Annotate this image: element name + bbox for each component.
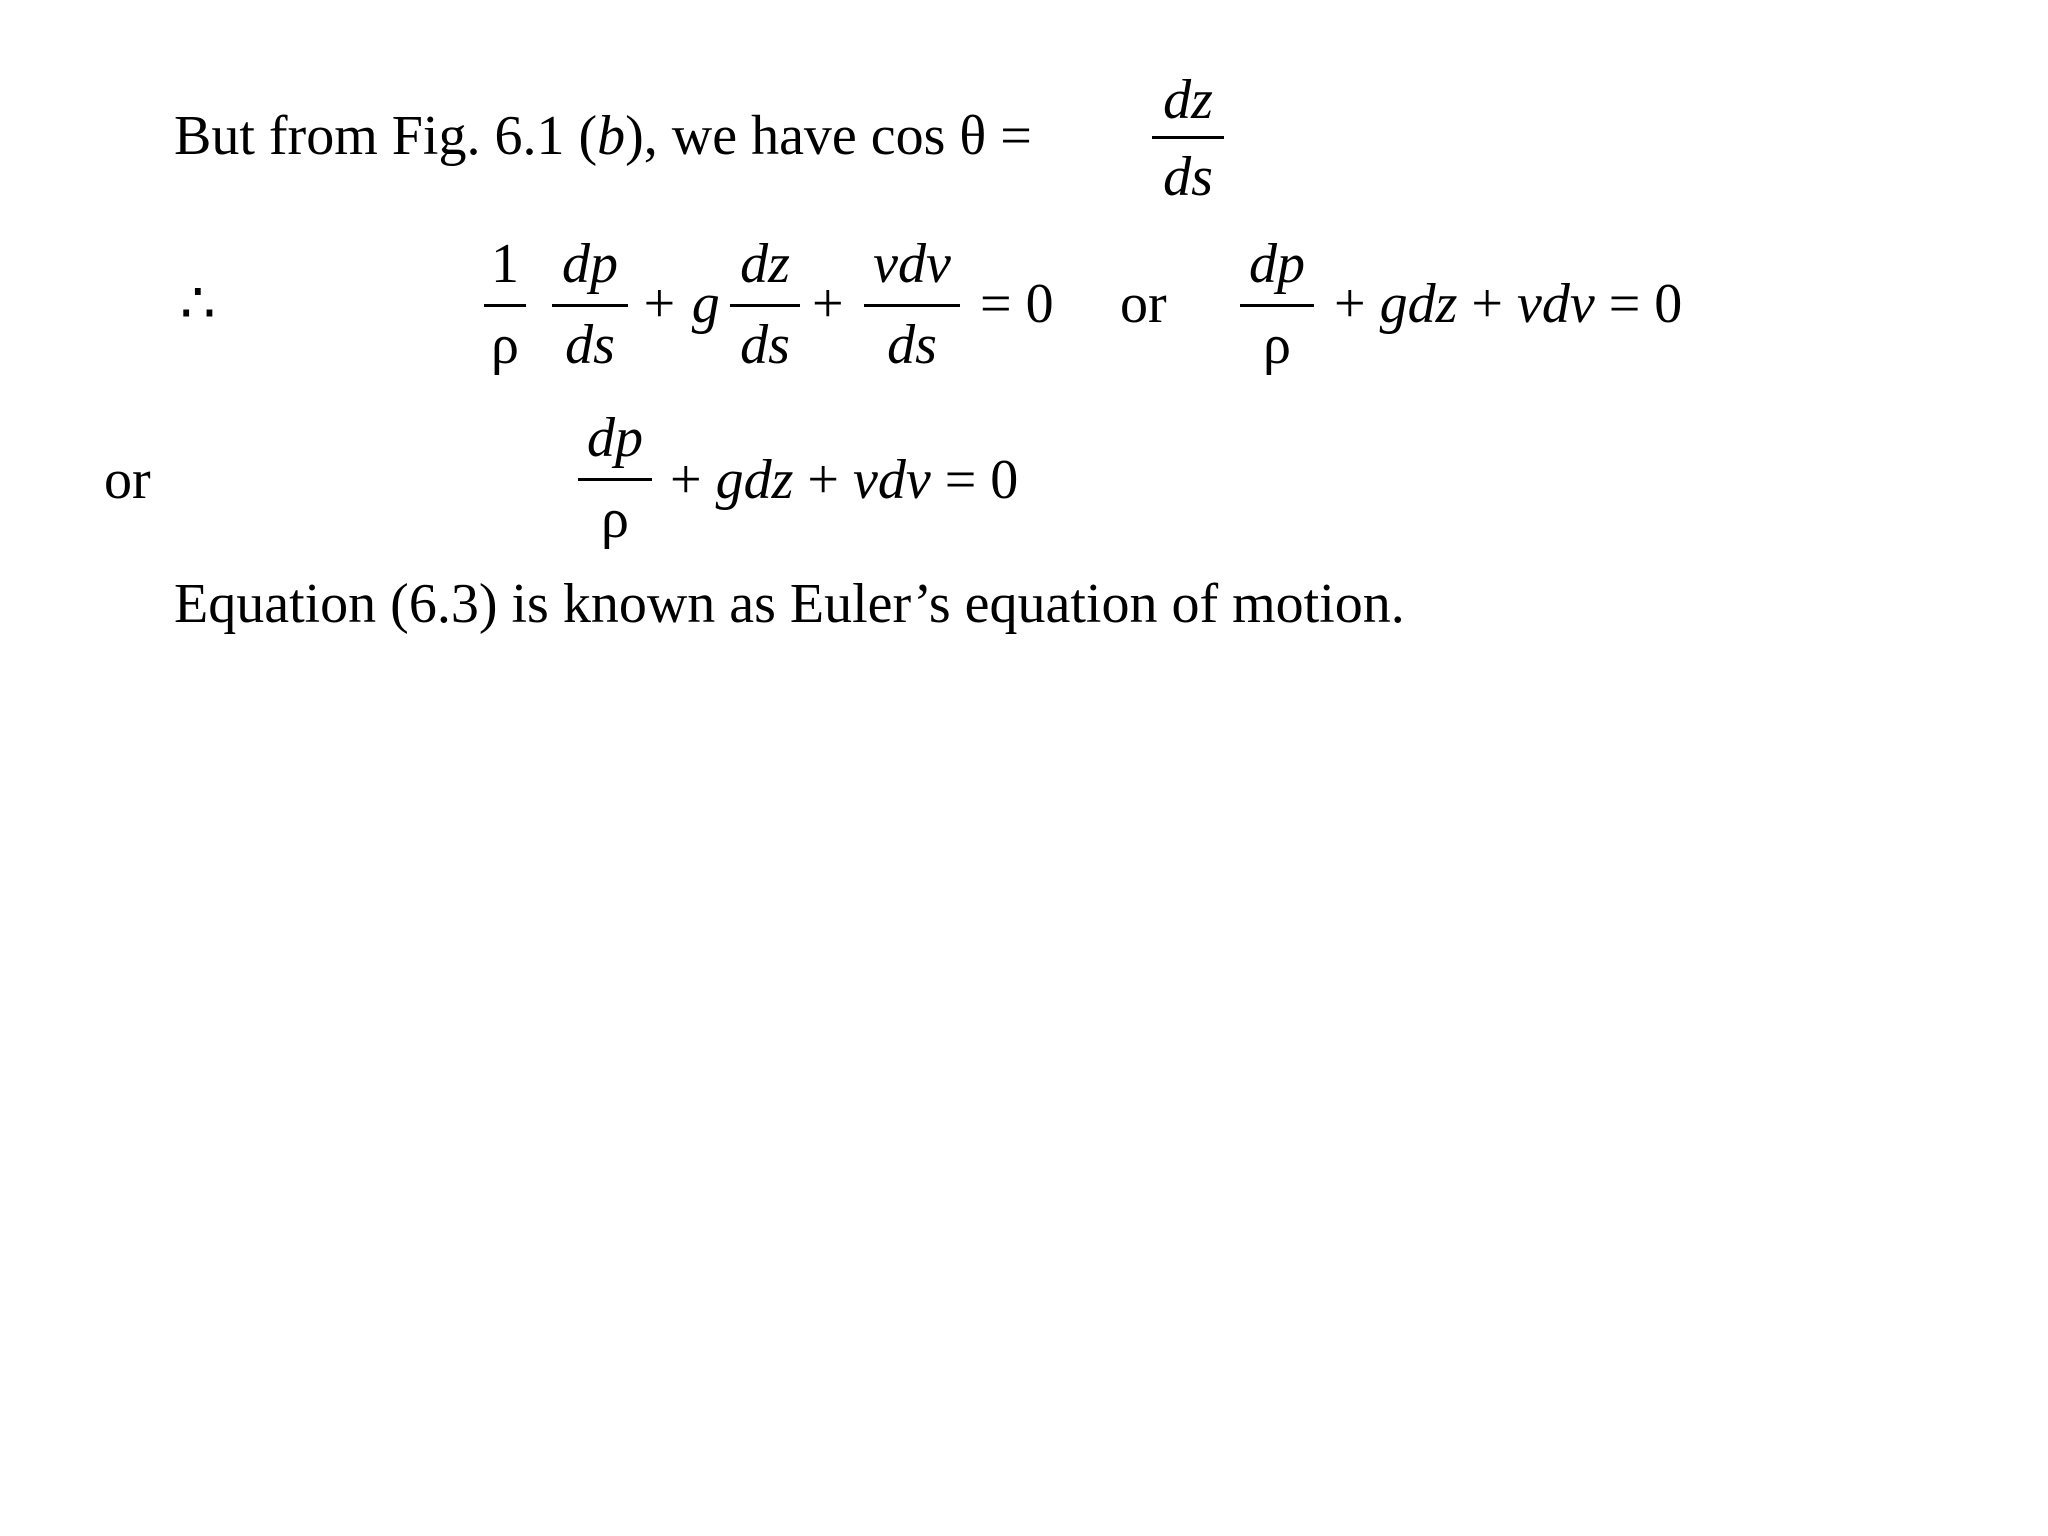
line1-b-italic: b xyxy=(597,105,626,167)
fraction-vdv-over-ds xyxy=(864,233,960,376)
fraction-numerator: dp xyxy=(562,233,618,295)
fraction-denominator: ds xyxy=(740,314,790,376)
term-gdz: gdz xyxy=(1379,273,1458,335)
fraction-denominator: ds xyxy=(565,314,615,376)
line1-text xyxy=(174,105,1032,167)
equals-zero: = 0 xyxy=(1608,273,1683,335)
line1-rest: ), we have cos θ = xyxy=(625,105,1032,167)
fraction-numerator: dz xyxy=(740,233,790,295)
term-gdz: gdz xyxy=(715,449,794,511)
fraction-bar xyxy=(864,304,960,307)
fraction-denominator: ds xyxy=(1163,146,1213,208)
plus-sign: + xyxy=(1471,273,1503,335)
or-word-left: or xyxy=(104,449,151,511)
plus-sign: + xyxy=(807,449,839,511)
fraction-dp-over-rho xyxy=(1240,233,1314,376)
fraction-numerator: dp xyxy=(587,407,643,469)
fraction-bar xyxy=(1240,304,1314,307)
fraction-denominator: ρ xyxy=(601,488,629,550)
term-vdv: vdv xyxy=(852,449,931,511)
equals-zero: = 0 xyxy=(980,273,1054,335)
fraction-bar xyxy=(578,478,652,481)
plus-sign: + xyxy=(812,273,844,335)
fraction-numerator: dp xyxy=(1249,233,1305,295)
fraction-denominator: ρ xyxy=(1263,314,1291,376)
fraction-dp-over-rho-eq6-3 xyxy=(578,407,652,550)
fraction-bar xyxy=(552,304,628,307)
plus-g: + g xyxy=(640,273,720,335)
fraction-bar xyxy=(1152,136,1224,139)
plus-sign: + xyxy=(670,449,702,511)
fraction-bar xyxy=(484,304,526,307)
line1-lead: But from Fig. 6.1 ( xyxy=(174,105,598,167)
term-vdv: vdv xyxy=(1516,273,1595,335)
therefore-symbol: ∴ xyxy=(180,273,216,335)
fraction-dp-over-ds xyxy=(552,233,628,376)
closing-sentence: Equation (6.3) is known as Euler’s equation of motion. xyxy=(174,573,1405,635)
line1-fraction-dz-ds xyxy=(1152,69,1224,208)
fraction-denominator: ds xyxy=(887,314,937,376)
fraction-numerator: vdv xyxy=(873,233,951,295)
fraction-1-over-rho xyxy=(484,233,526,376)
fraction-bar xyxy=(730,304,800,307)
equals-zero: = 0 xyxy=(944,449,1019,511)
fraction-numerator: 1 xyxy=(491,233,519,295)
fraction-dz-over-ds xyxy=(730,233,800,376)
plus-sign: + xyxy=(1334,273,1366,335)
line3-tail xyxy=(670,449,1019,511)
or-word: or xyxy=(1120,273,1167,335)
fraction-numerator: dz xyxy=(1163,69,1213,131)
fraction-denominator: ρ xyxy=(491,314,519,376)
line2-tail xyxy=(1334,273,1683,335)
